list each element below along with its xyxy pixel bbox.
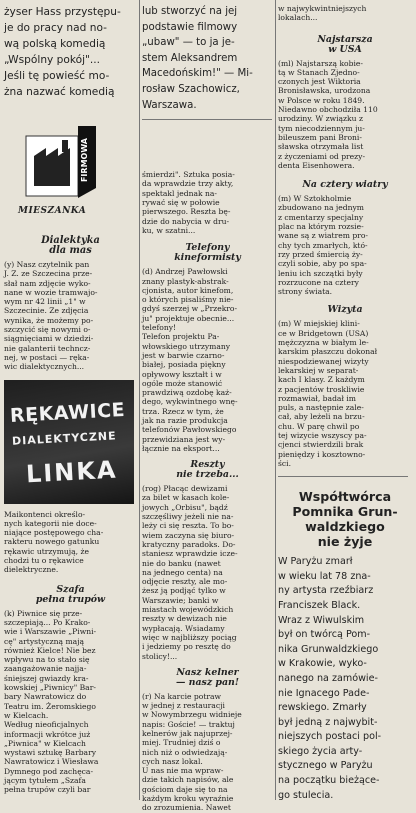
intro-text-col3: w najwykwintniejszych lokalach... [278, 4, 367, 23]
heading-wspoltworca: Współtwórca Pomnika Grun- waldzkiego nie żyje [292, 489, 398, 550]
heading-szafa: Szafa pełna trupów [35, 583, 106, 605]
column-divider-2 [275, 0, 276, 800]
article-telefony: (d) Andrzej Pawłowski znany plastyk-abstrak- cjonista, autor kinefom, o których pisaliśmy nie- gdyś szerzej w „Przekro- ju" projektuje obecnie... telefony! Telefon projektu Pa- włowskiego utrzymany jest w barwie czarno- białej, posiada piękny opływowy kształt i w ogóle może stanowić prawdziwą ozdobę każ- dego, wykwintnego wnę- trza. Rzecz w tym, że jak na razie produkcja telefonów Pawłowskiego przewidziana jest wy- łącznie na eksport... [142, 267, 238, 453]
heading-reszty: Reszty nie trzeba... [176, 459, 239, 481]
divider-col2 [142, 119, 272, 120]
article-usa: (ml) Najstarszą kobie- tą w Stanach Zjedno- czonych jest Wiktoria Bronisławska, urodzona w Polsce w roku 1849. Niedawno obchodziła 110 urodziny. W związku z tym niecodziennym ju- bileuszem pani Broni- sławska otrzymała list z życzeniami od prezy- denta Eisenhowera. [278, 58, 378, 170]
heading-kelner: Nasz kelner — nasz pan! [176, 666, 239, 688]
column-divider-1 [139, 0, 140, 800]
article-wspoltworca: W Paryżu zmarł w wieku lat 78 zna- ny artysta rzeźbiarz Franciszek Black. Wraz z Wiwulskim był on twórcą Pom- nika Grunwaldzkiego w Krakowie, wyko- nanego na zamówie- nie Ignacego Pade- rewskiego. Zmarły był jedną z najwybit- niejszych postaci pol- skiego życia arty- stycznego w Paryżu na początku bieżące- go stulecia. [278, 556, 382, 801]
heading-usa: Najstarsza w USA [317, 33, 373, 55]
article-wizyta: (m) W miejskiej klini- ce w Bridgetown (USA) mężczyzna w białym le- karskim płaszczu dokonał niespodziewanej wizyty lekarskiej w separat- kach I klasy. Z każdym z pacjentów troskliwie rozmawiał, badał im puls, a następnie zale- cał, aby leżeli na brzu- chu. W parę chwil po tej wizycie wszyscy pa- cjenci stwierdzili brak pieniędzy i kosztowno- ści. [278, 319, 378, 468]
heading-telefony: Telefony kineformisty [174, 242, 241, 264]
sign-line-3: LINKA [25, 455, 119, 488]
column-1 [4, 0, 137, 795]
article-smierdzi: śmierdzi". Sztuka posia- da wprawdzie trzy akty, spektakl jednak na- rywać się w połowie pierwszego. Reszta bę- dzie do nabycia w dru- ku, w szatni... [142, 170, 235, 235]
firmowa-mieszanka-logo [14, 126, 102, 232]
heading-dialektyka: Dialektyka dla mas [41, 235, 100, 256]
column-2 [142, 0, 273, 813]
article-dialektyka: (y) Nasz czytelnik pan J. Z. ze Szczecina prze- słał nam zdjęcie wyko- nane w wozie tramwajo- wym nr 42 linii „1" w Szczecinie. Ze zdjęcia wynika, że możemy po- szczycić się nowymi o- siągnięciami w dziedzi- nie galanterii techncz- nej, w postaci — ręka- wic dialektycznych... [4, 260, 98, 372]
heading-wiatry: Na cztery wiatry [302, 179, 388, 191]
heading-wizyta: Wizyta [327, 304, 363, 316]
intro-text-col1: żyser Hass przystępu- je do pracy nad no- wą polską komedią „Wspólny pokój"... Jeśli tę powieść mo- żna nazwać komedią [4, 6, 121, 98]
intro-text-col2: lub stworzyć na jej podstawie filmowy „ubaw" — to ja je- stem Aleksandrem Macedońskim!" — Mi- rosław Szachowicz, Warszawa. [142, 6, 253, 111]
article-reszty: (rog) Płacąc dewizami za bilet w kasach kole- jowych „Orbisu", bądź szczęśliwy jeżeli nie na- leży ci się reszta. To bo- wiem zaczyna się biuro- kratyczny paradoks. Do- staniesz wprawdzie icze- nie do banku (nawet na jednego centa) na odjęcie reszty, ale mo- żesz ją podjąć tylko w Warszawie; banki w miastach wojewódzkich reszty w dewizach nie wypłacają. Wsiadamy więc w najbliższy pociąg i jedziemy po resztę do stolicy!... [142, 484, 238, 661]
article-kelner: (r) Na karcie potraw w jednej z restauracji w Nowymbrzegu widnieje napis: Goście! — traktuj kelnerów jak najuprzej- miej. Trudniej dziś o nich niż o odwiedzają- cych nasz lokal. U nas nie ma wpraw- dzie takich napisów, ale gościom daje się to na każdym kroku wyraźnie do zrozumienia. Nawet [142, 691, 242, 813]
logo-text-mieszanka: MIESZANKA [18, 206, 87, 216]
article-rekawice: Maikontenci określo- nych kategorii nie doce- niające postępowego cha- rakteru nowego gatunku rękawic utrzymują, że chodzi tu o rękawice dielektryczne. [4, 509, 104, 575]
column-3 [278, 0, 412, 803]
article-szafa: (k) Piwnice się prze- szczepiają... Po Krako- wie i Warszawie „Piwni- cę" artystyczną mają również Kielce! Nie bez wpływu na to stało się zaangażowanie najja- śniejszej gwiazdy kra- kowskiej „Piwnicy" Bar- bary Nawratowicz do Teatru im. Żeromskiego w Kielcach. Według nieoficjalnych informacji wkrótce już „Piwnica" w Kielcach wystawi sztukę Barbary Nawratowicz i Wiesława Dymnego pod zachęca- jącym tytułem „Szafa pełna trupów czyli bar [4, 608, 99, 795]
glove-sign-photo [4, 380, 134, 504]
sign-line-2: DIALEKTYCZNE [11, 428, 117, 448]
article-wiatry: (m) W Sztokholmie zbudowano na jednym z cmentarzy specjalny plac na którym rozsie- wane są z wiatrem pro- chy tych zmarłych, któ- rzy przed śmiercią ży- czyli sobie, aby po spa- leniu ich szczątki były rozrzucone na cztery strony świata. [278, 194, 368, 297]
divider-col3 [278, 476, 408, 477]
logo-text-firmowa: FIRMOWA [80, 138, 89, 183]
sign-line-1: RĘKAWICE [9, 398, 126, 427]
